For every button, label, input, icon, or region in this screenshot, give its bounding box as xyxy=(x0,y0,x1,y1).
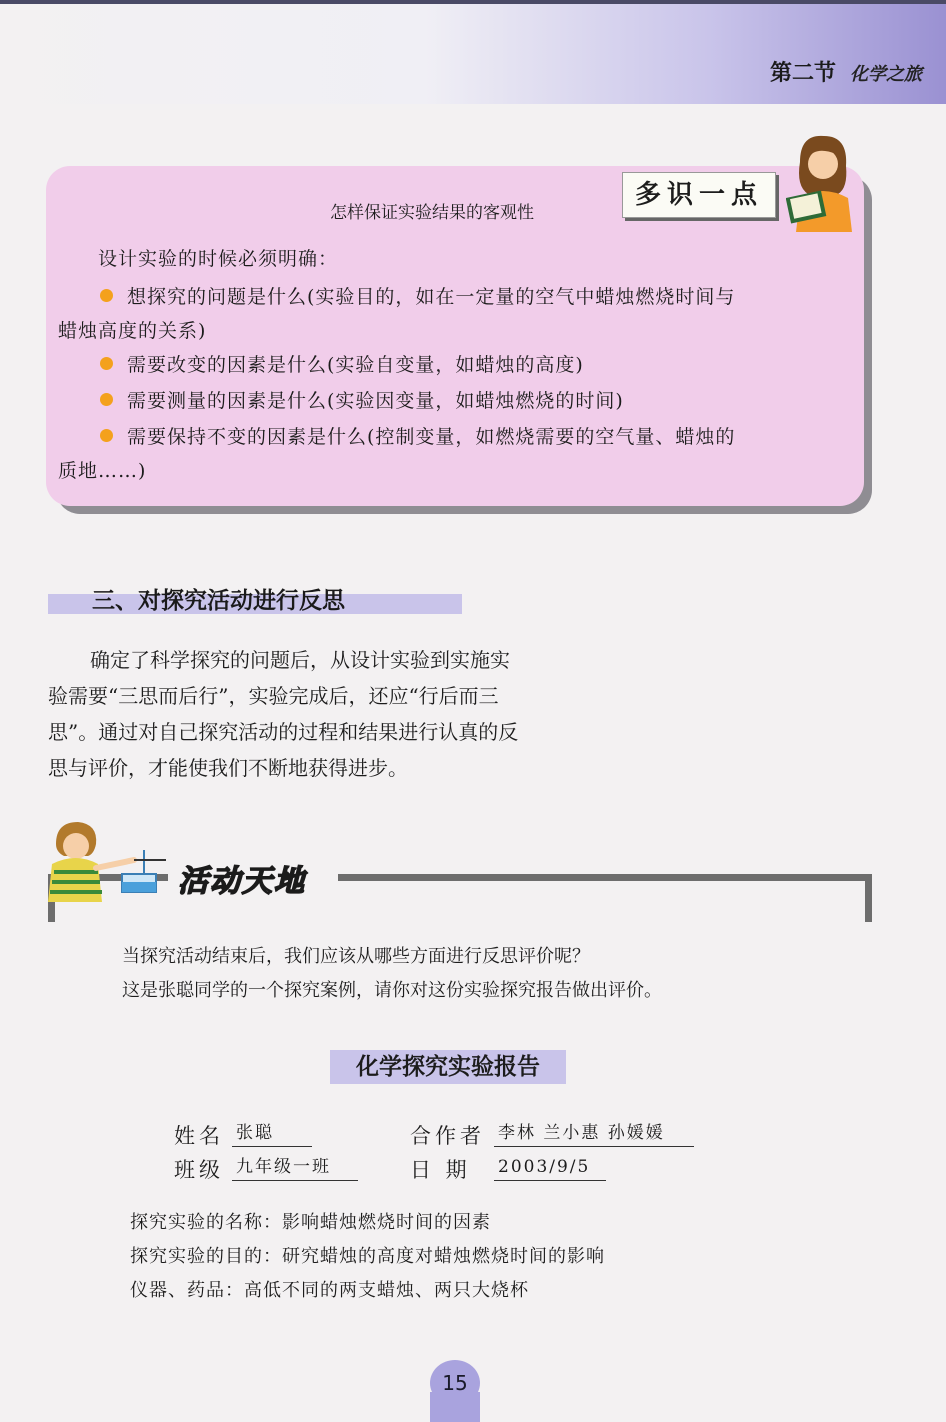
bullet-1-cont xyxy=(58,314,852,348)
report-line-1: 探究实验的名称：影响蜡烛燃烧时间的因素 xyxy=(130,1212,491,1233)
knowledge-intro xyxy=(58,242,852,276)
bullet-1 xyxy=(58,280,852,314)
para-line-1: 确定了科学探究的问题后，从设计实验到实施实 xyxy=(90,648,510,672)
knowledge-badge: 多识一点 xyxy=(622,172,776,218)
bullet-2 xyxy=(58,348,852,382)
knowledge-box-title: 怎样保证实验结果的客观性 xyxy=(330,203,534,223)
bullet-1-line2: 蜡烛高度的关系) xyxy=(58,320,207,342)
bullet-3-line1: 需要测量的因素是什么(实验因变量，如蜡烛燃烧的时间) xyxy=(127,390,624,412)
bullet-2-line1: 需要改变的因素是什么(实验自变量，如蜡烛的高度) xyxy=(127,354,584,376)
bullet-dot-icon xyxy=(100,289,113,302)
para-line-4: 思与评价，才能使我们不断地获得进步。 xyxy=(48,756,408,780)
report-title: 化学探究实验报告 xyxy=(330,1050,566,1084)
para-line-3: 思”。通过对自己探究活动的过程和结果进行认真的反 xyxy=(48,720,519,744)
reading-girl-icon xyxy=(786,132,858,232)
chapter-subtitle: 化学之旅 xyxy=(850,64,922,85)
class-label: 班级 xyxy=(174,1158,224,1182)
name-label: 姓名 xyxy=(174,1124,224,1148)
header-band xyxy=(0,4,946,104)
report-line-3: 仪器、药品：高低不同的两支蜡烛、两只大烧杯 xyxy=(130,1280,529,1301)
bullet-3 xyxy=(58,384,852,418)
boy-experiment-icon xyxy=(48,820,178,904)
bullet-4-cont xyxy=(58,454,852,488)
bullet-4-line1: 需要保持不变的因素是什么(控制变量，如燃烧需要的空气量、蜡烛的 xyxy=(127,426,736,448)
bullet-dot-icon xyxy=(100,429,113,442)
bullet-dot-icon xyxy=(100,357,113,370)
activity-logo: 活动天地 xyxy=(178,864,306,899)
bullet-dot-icon xyxy=(100,393,113,406)
date-label: 日 期 xyxy=(410,1158,471,1182)
date-value: 2003/9/5 xyxy=(494,1154,606,1181)
bullet-1-line1: 想探究的问题是什么(实验目的，如在一定量的空气中蜡烛燃烧时间与 xyxy=(127,286,736,308)
name-value: 张聪 xyxy=(232,1120,312,1147)
bullet-4-line2: 质地……) xyxy=(58,460,147,482)
class-value: 九年级一班 xyxy=(232,1154,358,1181)
activity-line-2: 这是张聪同学的一个探究案例，请你对这份实验探究报告做出评价。 xyxy=(122,980,662,1001)
running-header xyxy=(770,56,922,87)
partner-value: 李林 兰小惠 孙媛媛 xyxy=(494,1120,694,1147)
page-number: 15 xyxy=(430,1360,480,1406)
report-line-2: 探究实验的目的：研究蜡烛的高度对蜡烛燃烧时间的影响 xyxy=(130,1246,605,1267)
bullet-4 xyxy=(58,420,852,454)
para-line-2: 验需要“三思而后行”，实验完成后，还应“行后而三 xyxy=(48,684,499,708)
section-heading: 三、对探究活动进行反思 xyxy=(92,588,345,614)
partner-label: 合作者 xyxy=(410,1124,485,1148)
section-label: 第二节 xyxy=(769,61,836,86)
activity-line-1: 当探究活动结束后，我们应该从哪些方面进行反思评价呢？ xyxy=(122,946,590,967)
intro-text: 设计实验的时候必须明确： xyxy=(98,248,339,270)
